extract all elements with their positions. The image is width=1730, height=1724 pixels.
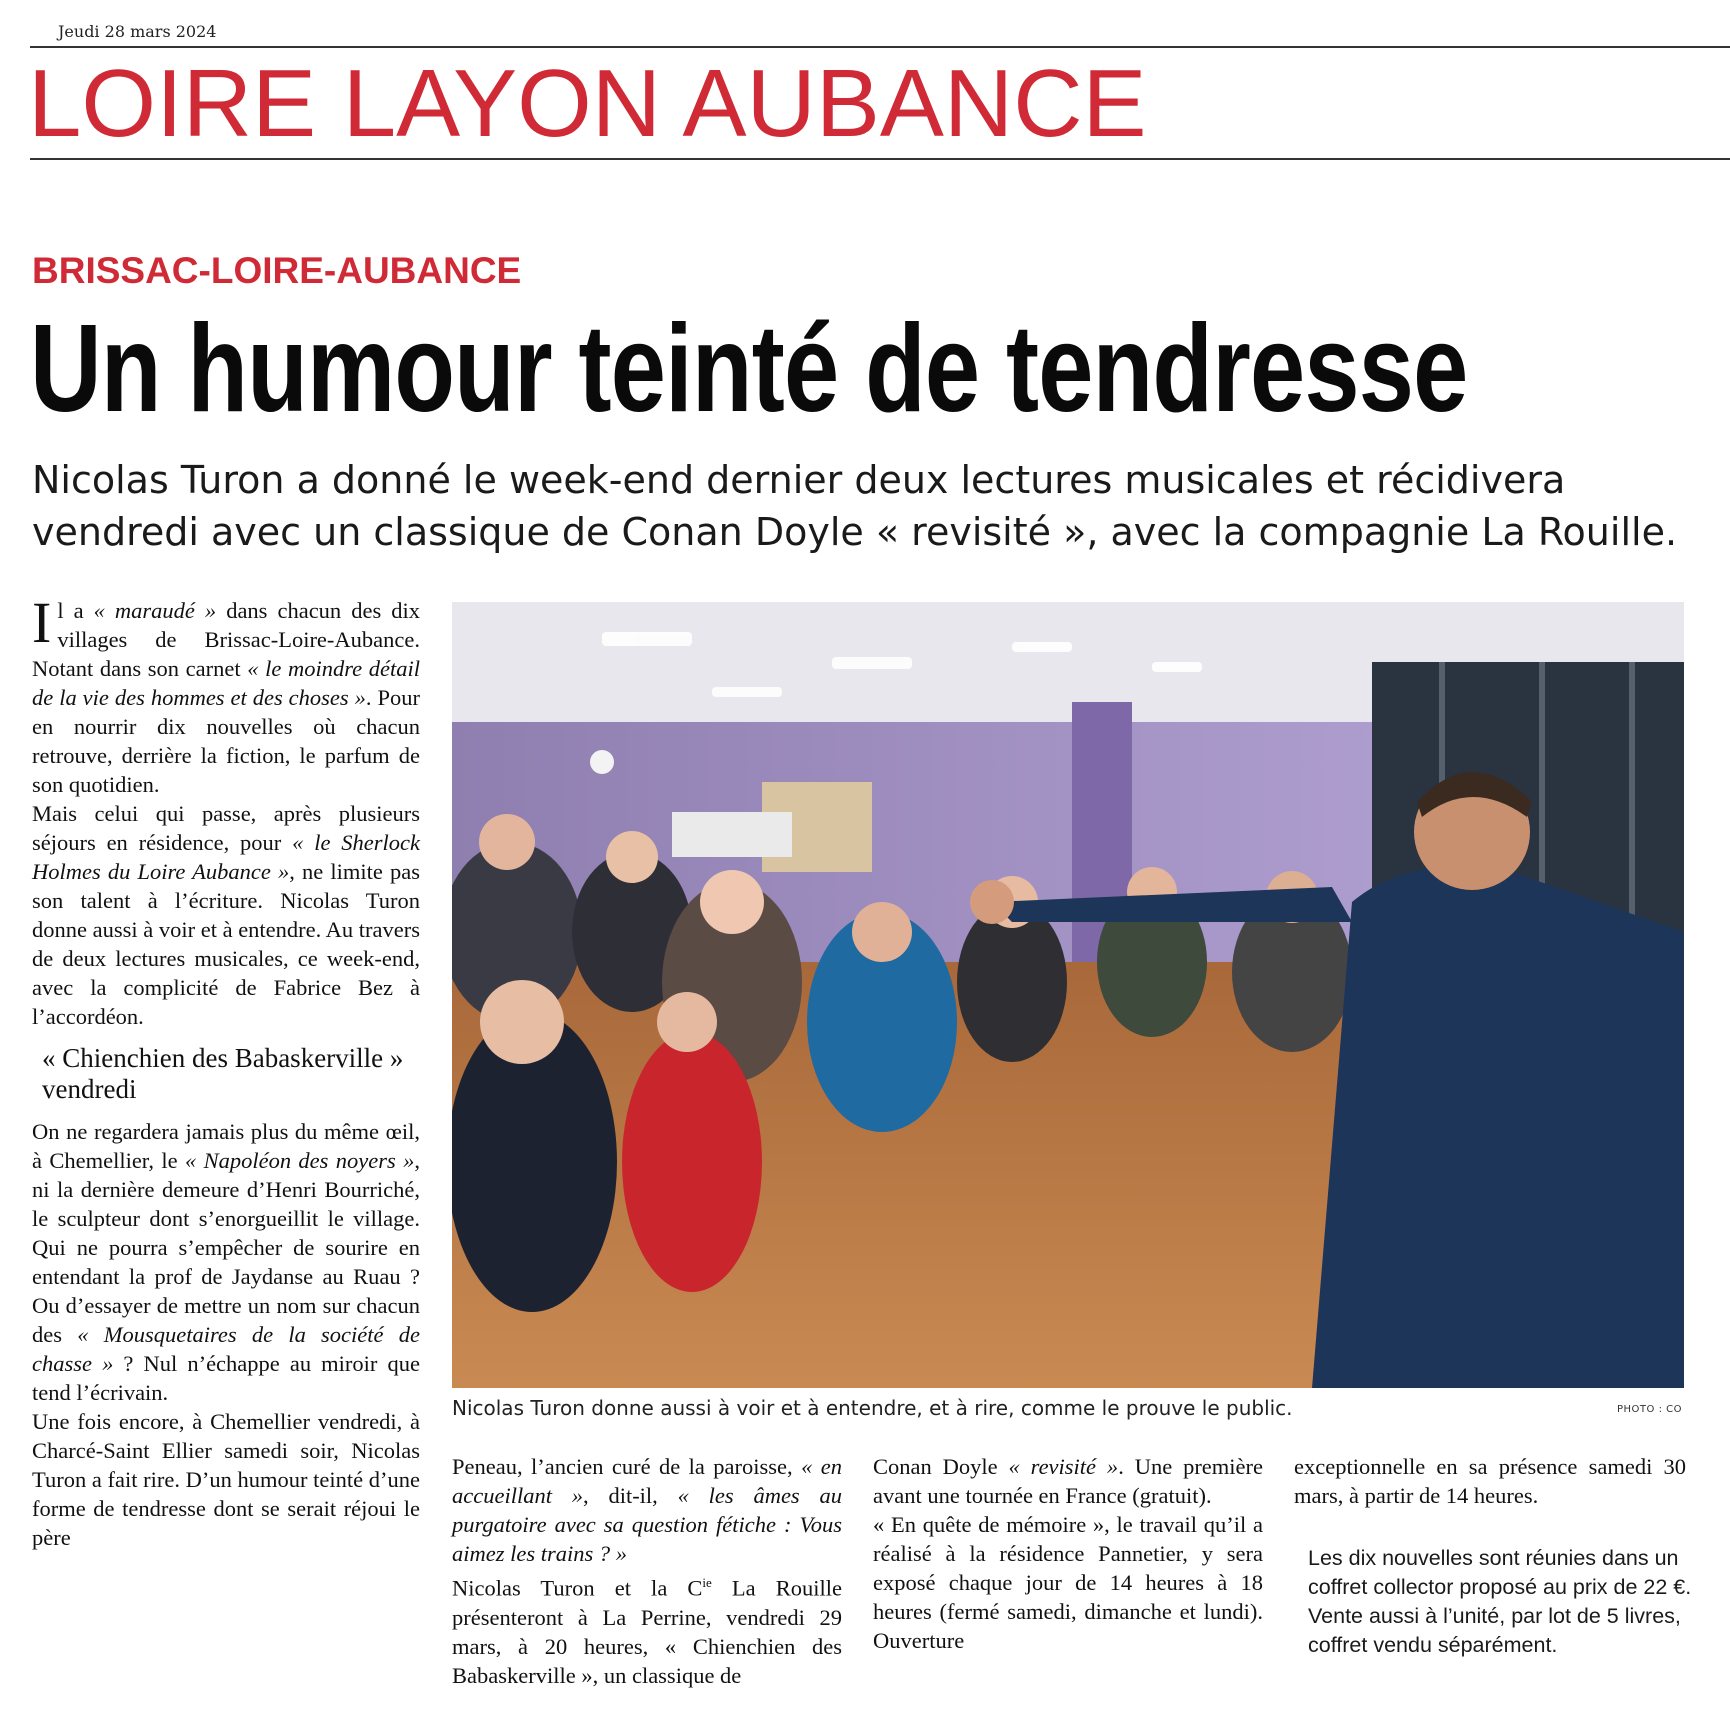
info-box: Les dix nouvelles sont réunies dans un coffret collector proposé au prix de 22 €. Vente aussi à l’unité, par lot de 5 livres, coffret vendu séparément. <box>1308 1546 1692 1657</box>
article-column-2 <box>452 1452 842 1690</box>
audience-photo-illustration <box>452 602 1684 1388</box>
paragraph: Peneau, l’ancien curé de la paroisse, « en accueillant », dit-il, « les âmes au purgatoire avec sa question fétiche : Vous aimez les trains ? » <box>452 1454 842 1566</box>
article-subhead: « Chienchien des Babaskerville » vendredi <box>42 1043 404 1104</box>
paragraph: On ne regardera jamais plus du même œil, à Chemellier, le « Napoléon des noyers », ni la dernière demeure d’Henri Bourriché, le sculpteur dont s’enorgueillit le village. Qui ne pourra s’empêcher de sourire en entendant la prof de Jaydanse au Ruau ? Ou d’essayer de mettre un nom sur chacun des « Mousquetaires de la société de chasse » ? Nul n’échappe au miroir que tend l’écrivain. <box>32 1119 420 1405</box>
paragraph: Mais celui qui passe, après plusieurs séjours en résidence, pour « le Sherlock Holmes du Loire Aubance », ne limite pas son talent à l’écriture. Nicolas Turon donne aussi à voir et à entendre. Au travers de deux lectures musicales, ce week-end, avec la complicité de Fabrice Bez à l’accordéon. <box>32 801 420 1029</box>
article-column-3 <box>873 1452 1263 1655</box>
paragraph: Il a « maraudé » dans chacun des dix villages de Brissac-Loire-Aubance. Notant dans son carnet « le moindre détail de la vie des hommes et des choses ». Pour en nourrir dix nouvelles où chacun retrouve, derrière la fiction, le parfum de son quotidien. <box>32 590 420 797</box>
article-standfirst: Nicolas Turon a donné le week-end dernier deux lectures musicales et récidivera vendredi avec un classique de Conan Doyle « revisité », avec la compagnie La Rouille. <box>32 458 1678 554</box>
paragraph: « En quête de mémoire », le travail qu’il a réalisé à la résidence Pannetier, y sera exposé chaque jour de 14 heures à 18 heures (fermé samedi, dimanche et lundi). Ouverture <box>873 1512 1263 1653</box>
drop-cap: I <box>32 590 52 655</box>
section-title: LOIRE LAYON AUBANCE <box>28 50 1147 157</box>
section-rule <box>30 158 1730 160</box>
paragraph: Une fois encore, à Chemellier vendredi, à Charcé-Saint Ellier samedi soir, Nicolas Turon a fait rire. D’un humour teinté d’une forme de tendresse dont se serait réjoui le père <box>32 1409 420 1550</box>
article-column-1 <box>32 590 420 1552</box>
photo-caption: Nicolas Turon donne aussi à voir et à entendre, et à rire, comme le prouve le public. <box>452 1396 1293 1420</box>
top-rule <box>30 46 1730 48</box>
paragraph: Nicolas Turon et la $C^{ie}$ La Rouille présenteront à La Perrine, vendredi 29 mars, à 20 heures, « Chienchien des Babaskerville », un classique de <box>452 1575 842 1688</box>
article-headline: Un humour teinté de tendresse <box>30 300 1468 438</box>
article-column-4 <box>1294 1452 1686 1510</box>
paragraph: Conan Doyle « revisité ». Une première avant une tournée en France (gratuit). <box>873 1454 1264 1508</box>
photo-credit: PHOTO : CO <box>1617 1404 1682 1415</box>
paragraph: exceptionnelle en sa présence samedi 30 mars, à partir de 14 heures. <box>1294 1454 1686 1508</box>
article-photo <box>452 602 1684 1388</box>
publication-date: Jeudi 28 mars 2024 <box>58 22 217 41</box>
article-kicker: BRISSAC-LOIRE-AUBANCE <box>32 250 522 291</box>
